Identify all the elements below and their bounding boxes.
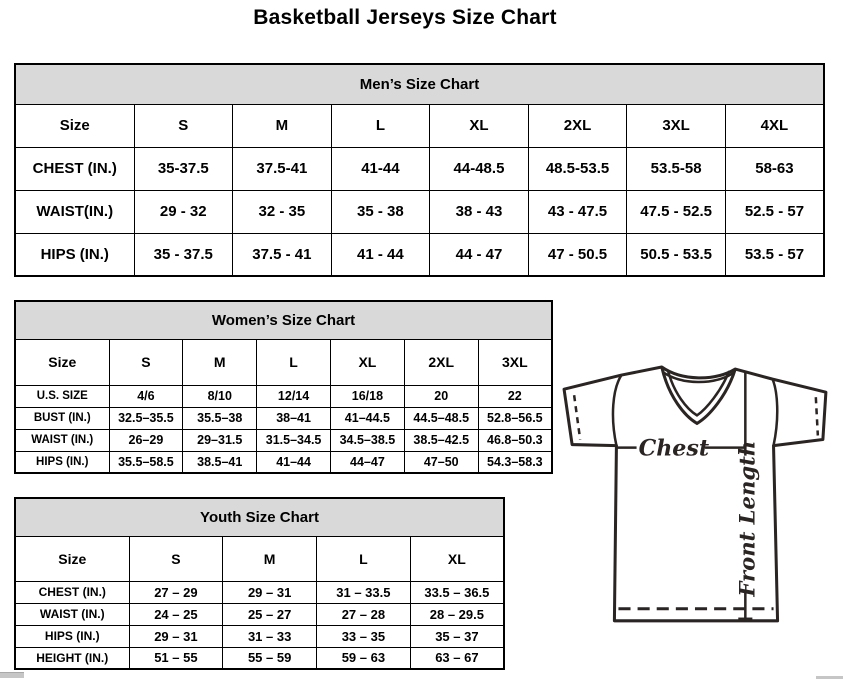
- value-cell: 37.5 - 41: [233, 233, 332, 276]
- value-cell: 31.5–34.5: [257, 429, 331, 451]
- row-label: HIPS (IN.): [15, 451, 109, 473]
- mens-size-table: [14, 63, 825, 275]
- value-cell: 27 – 29: [129, 581, 223, 603]
- value-cell: 28 – 29.5: [410, 603, 504, 625]
- value-cell: 55 – 59: [223, 647, 317, 669]
- value-cell: 48.5-53.5: [528, 147, 627, 190]
- size-cell: S: [129, 536, 223, 581]
- value-cell: 33 – 35: [317, 625, 411, 647]
- womens-size-header-row: [15, 339, 552, 385]
- value-cell: 41-44: [331, 147, 430, 190]
- size-cell: 4XL: [725, 104, 824, 147]
- value-cell: 35 - 38: [331, 190, 430, 233]
- front-length-measure-label: Front Length: [734, 440, 760, 597]
- womens-size-table: [14, 300, 553, 472]
- size-cell: 2XL: [528, 104, 627, 147]
- size-cell: 3XL: [478, 339, 552, 385]
- value-cell: 52.5 - 57: [725, 190, 824, 233]
- row-label: HIPS (IN.): [15, 233, 134, 276]
- youth-chest-row: [15, 581, 504, 603]
- value-cell: 38–41: [257, 407, 331, 429]
- value-cell: 35 - 37.5: [134, 233, 233, 276]
- value-cell: 41 - 44: [331, 233, 430, 276]
- value-cell: 43 - 47.5: [528, 190, 627, 233]
- size-cell: 3XL: [627, 104, 726, 147]
- youth-size-table: [14, 497, 505, 670]
- youth-table-header: Youth Size Chart: [15, 498, 504, 536]
- value-cell: 35-37.5: [134, 147, 233, 190]
- value-cell: 27 – 28: [317, 603, 411, 625]
- value-cell: 44.5–48.5: [404, 407, 478, 429]
- scrollbar-fragment-left: [0, 672, 24, 678]
- youth-waist-row: [15, 603, 504, 625]
- page-title: Basketball Jerseys Size Chart: [253, 6, 557, 29]
- row-label: WAIST (IN.): [15, 429, 109, 451]
- value-cell: 25 – 27: [223, 603, 317, 625]
- value-cell: 8/10: [183, 385, 257, 407]
- row-label: CHEST (IN.): [15, 147, 134, 190]
- value-cell: 33.5 – 36.5: [410, 581, 504, 603]
- row-label: WAIST(IN.): [15, 190, 134, 233]
- value-cell: 29 - 32: [134, 190, 233, 233]
- size-column-label: Size: [15, 339, 109, 385]
- value-cell: 29–31.5: [183, 429, 257, 451]
- value-cell: 51 – 55: [129, 647, 223, 669]
- size-cell: L: [257, 339, 331, 385]
- value-cell: 52.8–56.5: [478, 407, 552, 429]
- womens-hips-row: [15, 451, 552, 473]
- value-cell: 32 - 35: [233, 190, 332, 233]
- value-cell: 26–29: [109, 429, 183, 451]
- value-cell: 12/14: [257, 385, 331, 407]
- value-cell: 47.5 - 52.5: [627, 190, 726, 233]
- value-cell: 53.5 - 57: [725, 233, 824, 276]
- value-cell: 29 – 31: [129, 625, 223, 647]
- jersey-measurement-diagram: [556, 358, 840, 654]
- chest-measure-label: Chest: [638, 435, 710, 462]
- size-cell: XL: [410, 536, 504, 581]
- jersey-outline: [564, 367, 826, 621]
- size-cell: L: [331, 104, 430, 147]
- value-cell: 31 – 33.5: [317, 581, 411, 603]
- value-cell: 16/18: [330, 385, 404, 407]
- value-cell: 37.5-41: [233, 147, 332, 190]
- mens-size-header-row: [15, 104, 824, 147]
- value-cell: 50.5 - 53.5: [627, 233, 726, 276]
- youth-hips-row: [15, 625, 504, 647]
- row-label: HIPS (IN.): [15, 625, 129, 647]
- value-cell: 47–50: [404, 451, 478, 473]
- size-cell: 2XL: [404, 339, 478, 385]
- size-cell: M: [223, 536, 317, 581]
- mens-waist-row: [15, 190, 824, 233]
- youth-height-row: [15, 647, 504, 669]
- womens-ussize-row: [15, 385, 552, 407]
- size-cell: M: [183, 339, 257, 385]
- value-cell: 35.5–38: [183, 407, 257, 429]
- womens-bust-row: [15, 407, 552, 429]
- value-cell: 38.5–42.5: [404, 429, 478, 451]
- mens-table-header: Men’s Size Chart: [15, 64, 824, 104]
- value-cell: 58-63: [725, 147, 824, 190]
- mens-chest-row: [15, 147, 824, 190]
- row-label: U.S. SIZE: [15, 385, 109, 407]
- value-cell: 44-48.5: [430, 147, 529, 190]
- value-cell: 41–44: [257, 451, 331, 473]
- size-column-label: Size: [15, 104, 134, 147]
- womens-table-header: Women’s Size Chart: [15, 301, 552, 339]
- value-cell: 35.5–58.5: [109, 451, 183, 473]
- value-cell: 34.5–38.5: [330, 429, 404, 451]
- value-cell: 63 – 67: [410, 647, 504, 669]
- value-cell: 41–44.5: [330, 407, 404, 429]
- value-cell: 59 – 63: [317, 647, 411, 669]
- size-column-label: Size: [15, 536, 129, 581]
- size-cell: XL: [330, 339, 404, 385]
- value-cell: 31 – 33: [223, 625, 317, 647]
- value-cell: 22: [478, 385, 552, 407]
- value-cell: 46.8–50.3: [478, 429, 552, 451]
- row-label: WAIST (IN.): [15, 603, 129, 625]
- value-cell: 44–47: [330, 451, 404, 473]
- value-cell: 4/6: [109, 385, 183, 407]
- youth-size-header-row: [15, 536, 504, 581]
- value-cell: 32.5–35.5: [109, 407, 183, 429]
- mens-hips-row: [15, 233, 824, 276]
- size-cell: M: [233, 104, 332, 147]
- size-cell: S: [109, 339, 183, 385]
- value-cell: 47 - 50.5: [528, 233, 627, 276]
- value-cell: 29 – 31: [223, 581, 317, 603]
- row-label: BUST (IN.): [15, 407, 109, 429]
- value-cell: 24 – 25: [129, 603, 223, 625]
- row-label: HEIGHT (IN.): [15, 647, 129, 669]
- row-label: CHEST (IN.): [15, 581, 129, 603]
- value-cell: 35 – 37: [410, 625, 504, 647]
- size-cell: S: [134, 104, 233, 147]
- size-cell: XL: [430, 104, 529, 147]
- womens-waist-row: [15, 429, 552, 451]
- value-cell: 38.5–41: [183, 451, 257, 473]
- value-cell: 44 - 47: [430, 233, 529, 276]
- value-cell: 20: [404, 385, 478, 407]
- size-cell: L: [317, 536, 411, 581]
- value-cell: 53.5-58: [627, 147, 726, 190]
- value-cell: 54.3–58.3: [478, 451, 552, 473]
- value-cell: 38 - 43: [430, 190, 529, 233]
